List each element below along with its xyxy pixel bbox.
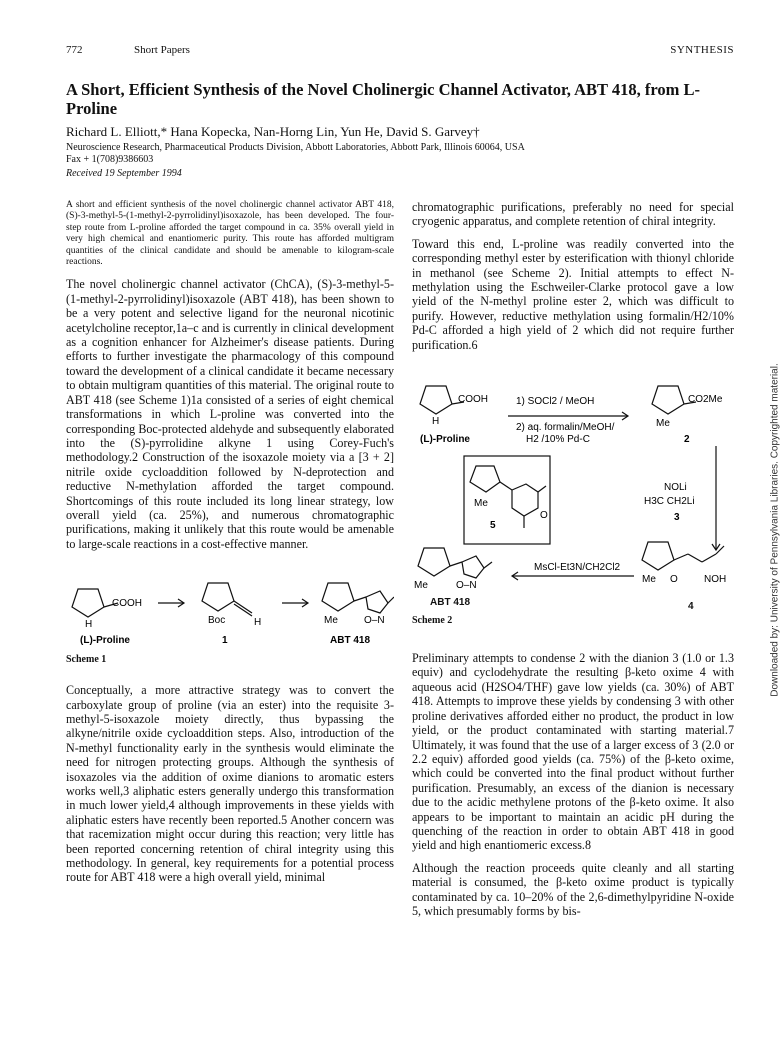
- s2-o-4: O: [670, 574, 678, 586]
- scheme1-abt-label: ABT 418: [330, 635, 371, 646]
- scheme-1-caption: Scheme 1: [66, 654, 107, 666]
- affiliation: Neuroscience Research, Pharmaceutical Products Division, Abbott Laboratories, Abbott Park, Illinois 60064, USA: [66, 142, 525, 153]
- scheme-2: [412, 374, 734, 627]
- s2-h: H: [432, 416, 440, 428]
- s2-proline-label: (L)-Proline: [420, 434, 470, 446]
- s2-co2me: CO2Me: [688, 394, 723, 406]
- left-column: [66, 200, 394, 893]
- paragraph-condensation: Preliminary attempts to condense 2 with the dianion 3 (1.0 or 1.3 equiv) and cyclodehydrate the resulting β-keto oxime 4 with aqueous acid (H2SO4/THF) gave low yields (ca. 30%) of ABT 418. Attempts to improve these yields by condensing 3 with other proline derivatives afforded either no product, the product in low yield, or the product contaminated with starting material.7 Ultimately, it was found that the use of a larger excess of 3 (2.0 or 2.2 equiv) afforded good yields (ca. 75%) of the β-keto oxime, which could be converted into the final product without further purification. Presumably, an excess of the dianion is necessary due to the acidic methylene protons of the β-keto oxime. It also appears to be important to maintain an acidic pH during the quenching of the reaction in order to obtain ABT 418 in good yield and high enantiomeric excess.8: [412, 651, 734, 853]
- s2-compound2-label: 2: [684, 434, 690, 446]
- paragraph-esterification: Toward this end, L-proline was readily converted into the corresponding methyl ester by esterification with thionyl chloride in methanol (see Scheme 2). Initial attempts to effect N-methylation using the Eschweiler-Clarke protocol gave a low yield of the N-methyl proline ester 2, which was difficult to purify. However, reductive methylation using formalin/H2/10% Pd-C afforded a high yield of 2 which did not require further purification.6: [412, 236, 734, 352]
- scheme1-o-n: O–N: [364, 615, 385, 627]
- s2-me-2: Me: [656, 418, 670, 430]
- s2-noli: NOLi: [664, 482, 687, 494]
- scheme-2-caption: Scheme 2: [412, 615, 453, 627]
- s2-reagent-2: 2) aq. formalin/MeOH/: [516, 422, 615, 434]
- s2-n-oxide-o: O: [540, 510, 548, 522]
- paragraph-intro: The novel cholinergic channel activator (ChCA), (S)-3-methyl-5-(1-methyl-2-pyrrolidinyl)isoxazole (ABT 418), has been shown to be a very potent and selective ligand for the neuronal nicotinic acetylcholine receptor,1a–c and is currently in clinical development as a cognition enhancer for Alzheimer's disease patients. During efforts to further investigate the pharmacology of this compound toward the development of a clinical candidate it became necessary to obtain multigram quantities of this material. The original route to ABT 418 (see Scheme 1)1a consisted of a series of eight chemical transformations in which L-proline was converted into the corresponding Boc-protected aldehyde and subsequently elaborated into the (S)-pyrrolidine alkyne 1 using Corey-Fuch's methodology.2 Construction of the isoxazole moiety via a [3 + 2] nitrile oxide cycloaddition followed by N-deprotection and reductive N-methylation afforded the target compound. Shortcomings of this route included its long linear strategy, low overall yield (ca. 25%), and numerous chromatographic purifications, making it unlikely that this route would be amenable to large-scale reactions in a cost-effective manner.: [66, 277, 394, 551]
- scheme-2-figure: [412, 374, 734, 592]
- right-column: [412, 200, 734, 926]
- page-header: [66, 44, 734, 60]
- s2-cooh: COOH: [458, 394, 488, 406]
- scheme1-alkyne-h: H: [254, 617, 262, 629]
- scheme-1-figure: [66, 569, 394, 645]
- section-name: Short Papers: [134, 44, 190, 56]
- s2-compound3-label: 3: [674, 512, 680, 524]
- scheme1-h: H: [85, 619, 93, 631]
- author-list: Richard L. Elliott,* Hana Kopecka, Nan-Horng Lin, Yun He, David S. Garvey†: [66, 124, 480, 139]
- scheme1-compound1-label: 1: [222, 635, 228, 646]
- fax-number: Fax + 1(708)9386603: [66, 154, 154, 165]
- abstract: A short and efficient synthesis of the novel cholinergic channel activator ABT 418, (S)-3-methyl-5-(1-methyl-2-pyrrolidinyl)isoxazole, has been developed. The four-step route from L-proline afforded the target compound in ca. 35% overall yield in very high chemical and enantiomeric purity. This route has afforded multigram quantities of the clinical candidate and should be amenable to kilogram-scale reactions.: [66, 200, 394, 268]
- download-note: Downloaded by: University of Pennsylvania Libraries. Copyrighted material.: [769, 363, 781, 697]
- received-date: Received 19 September 1994: [66, 168, 182, 179]
- s2-noh: NOH: [704, 574, 727, 586]
- paragraph-strategy: Conceptually, a more attractive strategy was to convert the carboxylate group of proline (via an ester) into the requisite 3-methyl-5-isoxazole moiety directly, thus bypassing the alkyne/nitrile oxide cycloaddition steps. Also, introduction of the N-methyl functionality early in the synthesis would eliminate the need for nitrogen protecting groups. Although the synthesis of isoxazoles via the addition of oxime dianions to aromatic esters works well,3 aliphatic esters generally undergo this transformation in much lower yield,4 although improvements in these yields with aliphatic esters have recently been reported.5 Another concern was that racemization might occur during this reaction; very little has been reported concerning retention of chiral integrity using this methodology. In general, key requirements for a potential process route for ABT 418 were a high overall yield, minimal: [66, 683, 394, 885]
- article-title: A Short, Efficient Synthesis of the Novel Cholinergic Channel Activator, ABT 418, from L-Proline: [66, 80, 701, 118]
- scheme1-boc: Boc: [208, 615, 226, 627]
- paragraph-byproduct: Although the reaction proceeds quite cleanly and all starting material is consumed, the β-keto oxime product is typically contaminated by ca. 10–20% of the 2,6-dimethylpyridine N-oxide 5, which presumably forms by bis-: [412, 860, 734, 918]
- page-number: 772: [66, 44, 83, 56]
- scheme1-me: Me: [324, 615, 338, 627]
- s2-o-n: O–N: [456, 580, 477, 592]
- s2-abt-label: ABT 418: [430, 597, 471, 609]
- scheme1-proline-label: (L)-Proline: [80, 635, 130, 646]
- s2-reagent-bottom: MsCl-Et3N/CH2Cl2: [534, 562, 621, 574]
- paragraph-requirements: chromatographic purifications, preferably no need for special cryogenic apparatus, and complete retention of chiral integrity.: [412, 200, 734, 229]
- s2-me-5: Me: [474, 498, 488, 510]
- s2-h3c-ch2li: H3C CH2Li: [644, 496, 695, 508]
- journal-name: SYNTHESIS: [670, 44, 734, 56]
- s2-me-abt: Me: [414, 580, 428, 592]
- s2-me-4: Me: [642, 574, 656, 586]
- s2-reagent-1: 1) SOCl2 / MeOH: [516, 396, 595, 408]
- download-watermark: [768, 300, 782, 760]
- s2-reagent-3: H2 /10% Pd-C: [526, 434, 590, 446]
- s2-compound5-label: 5: [490, 520, 496, 532]
- s2-compound4-label: 4: [688, 601, 694, 613]
- scheme1-cooh: COOH: [112, 598, 142, 610]
- scheme-1: [66, 569, 394, 665]
